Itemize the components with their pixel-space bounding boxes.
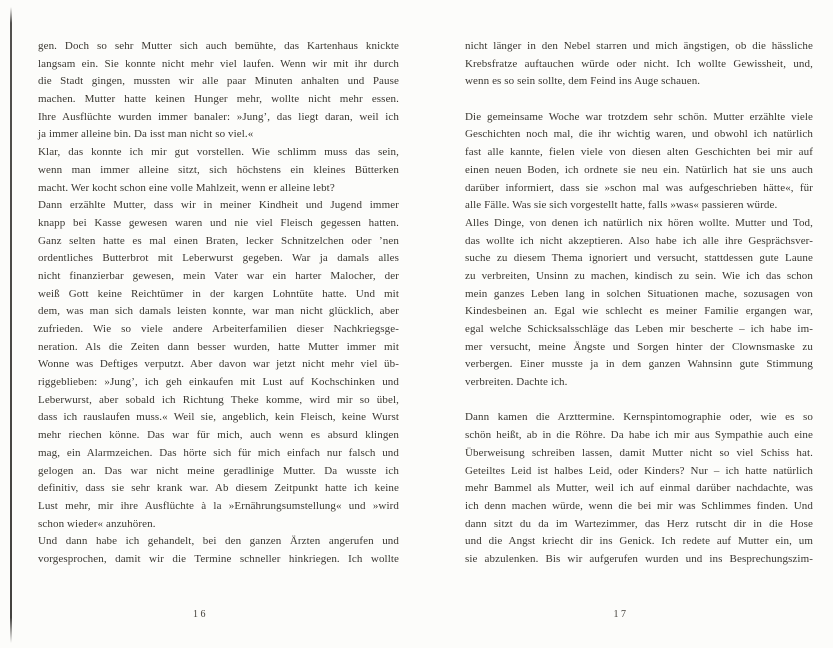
text-line: gen. Doch so sehr Mutter sich auch bemühte, das Kartenhaus knickte [38, 40, 399, 52]
text-line: Geschichten noch mal, die ihr wichtig waren, und obwohl ich natürlich [465, 128, 813, 141]
text-line: Ihre Ausflüchte wurden immer banaler: »Jung’, das liegt daran, weil ich [38, 110, 399, 123]
text-line: fast alle kannte, fielen viele von diesen alten Geschichten bei mir auf [465, 146, 813, 159]
text-line: machen. Mutter hatte keinen Hunger mehr, wollte nicht mehr essen. [38, 93, 399, 106]
text-line: neration. Als die Zeiten dann besser wurden, hatte Mutter immer mit [38, 340, 399, 353]
blank-line [465, 392, 813, 410]
text-line: mer versucht, meine Ängste und Sorgen hinter der Clownsmaske zu [465, 340, 813, 353]
text-line: suche zu diesem Thema ignoriert und versucht, stattdessen gute Laune [465, 252, 813, 265]
page-number-right: 17 [613, 609, 629, 620]
text-line: weiß Gott keine Reichtümer in der kargen Lohntüte hatte. Und mit [38, 287, 399, 300]
text-line: Geteiltes Leid ist halbes Leid, oder Kinders? Nur – ich hatte natürlich [465, 464, 813, 477]
text-line: einen neuen Boden, ich ordnete sie neu ein. Natürlich hat sie uns auch [465, 163, 813, 176]
text-line: zufrieden. Wie so viele andere Arbeiterfamilien dieser Nachkriegsge- [38, 323, 399, 335]
text-line: dann sitzt du da im Wartezimmer, das Herz rutscht dir in die Hose [465, 517, 813, 530]
text-line: egal welche Schicksalsschläge das Leben mir bescherte – ich habe im- [465, 323, 813, 335]
text-line: Die gemeinsame Woche war trotzdem sehr schön. Mutter erzählte viele [465, 110, 813, 123]
text-line: mein ganzes Leben lang in solchen Situationen mache, sozusagen von [465, 287, 813, 300]
blank-line [465, 91, 813, 109]
text-line: gelogen an. Das war nicht meine geradlinige Mutter. Da wusste ich [38, 464, 399, 477]
text-line: sie abzulenken. Bis wir aufgerufen wurden und ins Besprechungszim- [465, 552, 813, 565]
text-line: darüber informiert, dass sie »schon mal was aufgeschrieben hätte«, für [465, 181, 813, 194]
text-line: Ganz selten hatte es mal einen Braten, lecker Schnitzelchen oder ’nen [38, 234, 399, 247]
text-line: riggeblieben: »Jung’, ich geh einkaufen mit Lust auf Kochschinken und [38, 376, 399, 389]
text-line: vorgesprochen, damit wir die Termine schneller hinkriegen. Ich wollte [38, 552, 399, 565]
text-line: schon wieder« anzuhören. [38, 517, 156, 530]
text-line: alle Fälle. Was sie sich vorgestellt hatte, falls »was« passieren würde. [465, 199, 778, 212]
right-page-text-column [465, 38, 813, 620]
text-line: Überweisung schreiben lassen, damit Mutter nicht so viel Schiss hat. [465, 446, 813, 459]
page-number-left: 16 [193, 609, 208, 620]
text-line: nicht länger in den Nebel starren und mich ängstigen, ob die hässliche [465, 40, 813, 52]
text-line: verbergen. Einer musste ja in dem ganzen Wahnsinn gute Stimmung [465, 358, 813, 371]
left-page-text-column [38, 38, 399, 620]
text-line: Wonne was Deftiges verputzt. Aber davon war jetzt nicht mehr viel üb- [38, 358, 399, 371]
text-line: Dann erzählte Mutter, dass wir in meiner Kindheit und Jugend immer [38, 199, 399, 212]
text-line: Alles Dinge, von denen ich natürlich nix hören wollte. Mutter und Tod, [465, 216, 813, 229]
page-edge-line [10, 7, 12, 643]
text-line: mag, ein Alarmzeichen. Das hörte sich für mich einfach nur falsch und [38, 446, 399, 459]
text-line: ich denn machen würde, wenn die bei mir was Schlimmes finden. Und [465, 499, 813, 512]
text-line: Und dann habe ich gehandelt, bei den ganzen Ärzten angerufen und [38, 535, 399, 548]
text-line: Krebsfratze auftauchen würde oder nicht. Ich wollte Gewissheit, und, [465, 57, 813, 70]
text-line: knapp bei Kasse gewesen waren und nie viel Fleisch gegessen hatten. [38, 216, 399, 229]
text-line: ordentliches Butterbrot mit Leberwurst gegeben. War ja damals alles [38, 252, 399, 265]
text-line: Klar, das konnte ich mir gut vorstellen. Wie schlimm muss das sein, [38, 146, 399, 159]
text-line: das wollte ich nicht akzeptieren. Also habe ich alle ihre Gesprächsver- [465, 234, 813, 247]
text-line: dem, was man sich damals leisten konnte, war man nicht glücklich, aber [38, 305, 399, 318]
text-line: dass ich rauslaufen muss.« Weil sie, angeblich, kein Fleisch, keine Wurst [38, 411, 399, 424]
text-line: zu verbreiten, Unsinn zu machen, kindisch zu sein. Wie ich das schon [465, 269, 813, 282]
text-line: und die Angst kriecht dir ins Genick. Ich redete auf Mutter ein, um [465, 535, 813, 548]
text-line: nicht finanzierbar gewesen, mein Vater war ein harter Malocher, der [38, 269, 399, 282]
text-line: definitiv, dass sie sehr krank war. Ab diesem Zeitpunkt hatte ich keine [38, 482, 399, 495]
text-line: Kindesbeinen an. Egal wie schlecht es meiner Familie ergangen war, [465, 305, 813, 318]
text-line: verbreiten. Dachte ich. [465, 376, 568, 389]
text-line: Dann kamen die Arzttermine. Kernspintomographie oder, wie es so [465, 411, 813, 424]
text-line: schön heißt, ab in die Röhre. Da habe ich mir aus Sympathie auch eine [465, 429, 813, 442]
text-line: mehr riechen könne. Das war für mich, auch wenn es absurd klingen [38, 429, 399, 442]
text-line: macht. Wer kocht schon eine volle Mahlzeit, wenn er alleine lebt? [38, 181, 335, 194]
text-line: Lust mehr, mir ihre Ausflüchte à la »Ernährungsumstellung« und »wird [38, 499, 399, 512]
text-line: wenn man immer alleine sitzt, sich höchstens ein kleines Bütterken [38, 163, 399, 176]
text-line: die Stadt gingen, mussten wir alle paar Minuten anhalten und Pause [38, 75, 399, 88]
text-line: langsam ein. Sie konnte nicht mehr viel laufen. Wenn wir mit ihr durch [38, 57, 399, 70]
text-line: Leberwurst, aber sobald ich Richtung Theke komme, wird mir so übel, [38, 393, 399, 406]
text-line: wenn es so sein sollte, dem Feind ins Auge schauen. [465, 75, 701, 88]
text-line: mehr Bammel als Mutter, weil ich auf einmal darüber nachdachte, was [465, 482, 813, 495]
text-line: ja immer alleine bin. Da isst man nicht so viel.« [38, 128, 254, 141]
